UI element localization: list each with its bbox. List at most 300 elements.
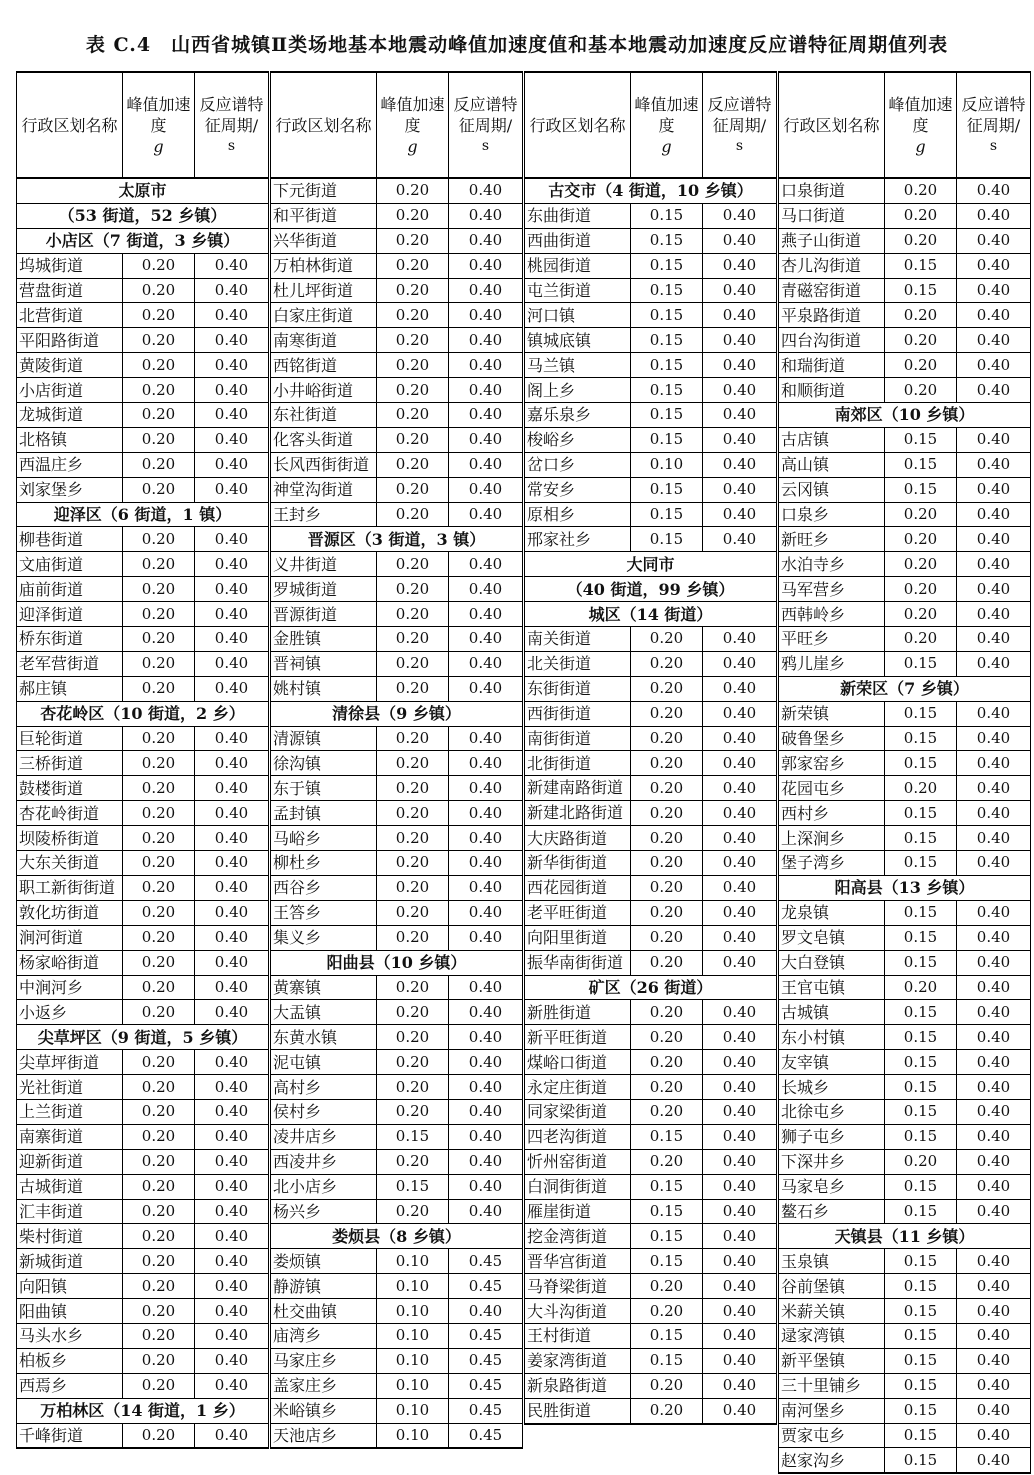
period-value: 0.40	[957, 378, 1031, 403]
area-name: 孟封镇	[271, 801, 377, 826]
area-name: 贾家屯乡	[779, 1423, 885, 1448]
pga-value: 0.20	[631, 1149, 703, 1174]
area-name: 三桥街道	[17, 751, 123, 776]
pga-value: 0.20	[631, 925, 703, 950]
period-value: 0.40	[703, 1299, 777, 1324]
pga-value: 0.15	[631, 253, 703, 278]
pga-value: 0.20	[123, 328, 195, 353]
pga-value: 0.20	[123, 925, 195, 950]
pga-value: 0.20	[885, 178, 957, 203]
table-row	[17, 1124, 269, 1149]
period-value: 0.40	[703, 1348, 777, 1373]
period-value: 0.40	[195, 1274, 269, 1299]
area-name: 老平旺街道	[525, 900, 631, 925]
table-row	[525, 627, 777, 652]
table-row	[779, 1124, 1031, 1149]
header-period-label: 反应谱特征周期/	[453, 94, 518, 135]
section-title: 太原市	[17, 178, 269, 203]
area-name: 凌井店乡	[271, 1124, 377, 1149]
area-name: 西花园街道	[525, 875, 631, 900]
pga-value: 0.15	[631, 1199, 703, 1224]
pga-value: 0.20	[885, 502, 957, 527]
period-value: 0.40	[195, 527, 269, 552]
pga-value: 0.20	[123, 403, 195, 428]
period-value: 0.40	[195, 925, 269, 950]
area-name: 白洞街街道	[525, 1174, 631, 1199]
table-row	[271, 278, 523, 303]
pga-value: 0.20	[377, 228, 449, 253]
period-value: 0.40	[703, 676, 777, 701]
table-row	[17, 278, 269, 303]
pga-value: 0.20	[377, 278, 449, 303]
area-name: 南寨街道	[17, 1124, 123, 1149]
table-row	[17, 1099, 269, 1124]
table-row	[17, 801, 269, 826]
area-name: 清源镇	[271, 726, 377, 751]
period-value: 0.40	[957, 651, 1031, 676]
area-name: 新泉路街道	[525, 1373, 631, 1398]
area-name: 南街街道	[525, 726, 631, 751]
period-value: 0.40	[957, 751, 1031, 776]
area-name: 柴村街道	[17, 1224, 123, 1249]
data-table-column-4	[778, 71, 1031, 1474]
area-name: 柳杜乡	[271, 851, 377, 876]
table-row	[17, 651, 269, 676]
area-name: 龙泉镇	[779, 900, 885, 925]
area-name: 龙城街道	[17, 403, 123, 428]
pga-value: 0.15	[885, 452, 957, 477]
period-value: 0.40	[449, 1299, 523, 1324]
section-row	[525, 178, 777, 203]
table-row	[779, 1199, 1031, 1224]
period-value: 0.40	[195, 1124, 269, 1149]
area-name: 郭家窑乡	[779, 751, 885, 776]
area-name: 鼓楼街道	[17, 776, 123, 801]
pga-value: 0.10	[377, 1423, 449, 1448]
table-row	[17, 477, 269, 502]
table-row	[271, 328, 523, 353]
section-row	[17, 701, 269, 726]
area-name: 嘉乐泉乡	[525, 403, 631, 428]
table-row	[779, 925, 1031, 950]
table-row	[17, 253, 269, 278]
pga-value: 0.20	[123, 1000, 195, 1025]
period-value: 0.40	[957, 1448, 1031, 1473]
table-row	[525, 1149, 777, 1174]
table-row	[525, 228, 777, 253]
pga-value: 0.20	[123, 1124, 195, 1149]
period-value: 0.40	[449, 751, 523, 776]
area-name: 娄烦镇	[271, 1249, 377, 1274]
table-row	[525, 1373, 777, 1398]
period-value: 0.40	[449, 1174, 523, 1199]
table-row	[779, 1249, 1031, 1274]
table-row	[271, 1373, 523, 1398]
area-name: 西凌井乡	[271, 1149, 377, 1174]
table-row	[271, 1149, 523, 1174]
area-name: 晋华宫街道	[525, 1249, 631, 1274]
pga-value: 0.20	[631, 726, 703, 751]
pga-value: 0.20	[631, 1050, 703, 1075]
table-row	[779, 776, 1031, 801]
period-value: 0.40	[195, 801, 269, 826]
area-name: 谷前堡镇	[779, 1274, 885, 1299]
area-name: 北营街道	[17, 303, 123, 328]
period-value: 0.40	[703, 1124, 777, 1149]
period-value: 0.40	[703, 726, 777, 751]
table-row	[271, 1000, 523, 1025]
pga-value: 0.15	[631, 203, 703, 228]
period-value: 0.40	[195, 477, 269, 502]
area-name: 民胜街道	[525, 1398, 631, 1423]
area-name: 刘家堡乡	[17, 477, 123, 502]
area-name: 杜儿坪街道	[271, 278, 377, 303]
pga-value: 0.15	[631, 502, 703, 527]
period-value: 0.40	[957, 801, 1031, 826]
period-value: 0.40	[449, 1000, 523, 1025]
table-row	[525, 1000, 777, 1025]
area-name: 新华街街道	[525, 851, 631, 876]
area-name: 姜家湾街道	[525, 1348, 631, 1373]
table-row	[525, 1075, 777, 1100]
period-value: 0.40	[449, 253, 523, 278]
period-value: 0.40	[703, 851, 777, 876]
pga-value: 0.20	[123, 1149, 195, 1174]
pga-value: 0.15	[885, 826, 957, 851]
area-name: 天池店乡	[271, 1423, 377, 1448]
header-pga	[885, 72, 957, 178]
section-title: 晋源区（3 街道，3 镇）	[271, 527, 523, 552]
pga-value: 0.10	[377, 1398, 449, 1423]
table-row	[779, 826, 1031, 851]
area-name: 镇城底镇	[525, 328, 631, 353]
header-name: 行政区划名称	[525, 72, 631, 178]
period-value: 0.40	[449, 1075, 523, 1100]
area-name: 四老沟街道	[525, 1124, 631, 1149]
pga-value: 0.20	[631, 627, 703, 652]
section-row	[271, 950, 523, 975]
area-name: 煤峪口街道	[525, 1050, 631, 1075]
area-name: 汇丰街道	[17, 1199, 123, 1224]
page-title: 表 C.4 山西省城镇Ⅱ类场地基本地震动峰值加速度值和基本地震动加速度反应谱特征周期值列表	[85, 34, 949, 56]
area-name: 大东关街道	[17, 851, 123, 876]
table-row	[779, 527, 1031, 552]
pga-value: 0.20	[631, 751, 703, 776]
section-row	[525, 975, 777, 1000]
table-row	[271, 627, 523, 652]
area-name: 新胜街道	[525, 1000, 631, 1025]
pga-value: 0.20	[377, 577, 449, 602]
pga-value: 0.20	[123, 875, 195, 900]
pga-value: 0.20	[123, 1348, 195, 1373]
table-row	[271, 1323, 523, 1348]
header-period-label: 反应谱特征周期/	[199, 94, 264, 135]
header-period-unit: s	[227, 137, 236, 154]
pga-value: 0.15	[631, 427, 703, 452]
period-value: 0.40	[449, 278, 523, 303]
pga-value: 0.20	[123, 1199, 195, 1224]
period-value: 0.40	[703, 1398, 777, 1423]
header-period-label: 反应谱特征周期/	[707, 94, 772, 135]
period-value: 0.40	[449, 676, 523, 701]
pga-value: 0.20	[377, 826, 449, 851]
pga-value: 0.20	[377, 427, 449, 452]
pga-value: 0.20	[123, 452, 195, 477]
period-value: 0.45	[449, 1423, 523, 1448]
period-value: 0.40	[957, 527, 1031, 552]
table-row	[17, 527, 269, 552]
pga-value: 0.20	[377, 751, 449, 776]
period-value: 0.40	[449, 851, 523, 876]
area-name: 马兰镇	[525, 353, 631, 378]
pga-value: 0.20	[377, 378, 449, 403]
period-value: 0.40	[957, 1274, 1031, 1299]
pga-value: 0.20	[123, 851, 195, 876]
area-name: 西村乡	[779, 801, 885, 826]
period-value: 0.40	[195, 875, 269, 900]
table-row	[779, 1323, 1031, 1348]
section-row	[17, 178, 269, 203]
period-value: 0.40	[195, 1373, 269, 1398]
period-value: 0.40	[957, 1025, 1031, 1050]
area-name: 振华南街街道	[525, 950, 631, 975]
table-row	[525, 203, 777, 228]
period-value: 0.40	[957, 701, 1031, 726]
table-row	[779, 1373, 1031, 1398]
area-name: 狮子屯乡	[779, 1124, 885, 1149]
area-name: 口泉街道	[779, 178, 885, 203]
table-row	[779, 627, 1031, 652]
period-value: 0.40	[957, 552, 1031, 577]
table-row	[525, 826, 777, 851]
period-value: 0.40	[703, 776, 777, 801]
table-row	[525, 651, 777, 676]
table-row	[17, 303, 269, 328]
period-value: 0.40	[195, 1224, 269, 1249]
pga-value: 0.20	[123, 676, 195, 701]
period-value: 0.40	[703, 1199, 777, 1224]
period-value: 0.40	[703, 477, 777, 502]
period-value: 0.40	[703, 627, 777, 652]
period-value: 0.40	[703, 1025, 777, 1050]
area-name: 和平街道	[271, 203, 377, 228]
pga-value: 0.20	[123, 577, 195, 602]
pga-value: 0.20	[123, 1050, 195, 1075]
pga-value: 0.15	[885, 278, 957, 303]
area-name: 坝陵桥街道	[17, 826, 123, 851]
pga-value: 0.20	[631, 1274, 703, 1299]
pga-value: 0.20	[123, 1274, 195, 1299]
period-value: 0.45	[449, 1274, 523, 1299]
pga-value: 0.15	[885, 701, 957, 726]
pga-value: 0.20	[377, 1050, 449, 1075]
pga-value: 0.15	[885, 950, 957, 975]
period-value: 0.40	[957, 278, 1031, 303]
area-name: 口泉乡	[779, 502, 885, 527]
table-row	[779, 353, 1031, 378]
table-row	[525, 851, 777, 876]
period-value: 0.40	[195, 950, 269, 975]
section-title: 天镇县（11 乡镇）	[779, 1224, 1031, 1249]
period-value: 0.40	[195, 552, 269, 577]
period-value: 0.40	[957, 1373, 1031, 1398]
pga-value: 0.20	[123, 303, 195, 328]
table-row	[17, 776, 269, 801]
area-name: 桥东街道	[17, 627, 123, 652]
area-name: 尖草坪街道	[17, 1050, 123, 1075]
pga-value: 0.20	[123, 627, 195, 652]
table-row	[525, 477, 777, 502]
area-name: 坞城街道	[17, 253, 123, 278]
period-value: 0.40	[195, 751, 269, 776]
table-row	[779, 900, 1031, 925]
area-name: 黄寨镇	[271, 975, 377, 1000]
header-pga-unit: g	[661, 136, 672, 156]
section-row	[779, 676, 1031, 701]
area-name: 花园屯乡	[779, 776, 885, 801]
pga-value: 0.20	[377, 975, 449, 1000]
pga-value: 0.20	[631, 1000, 703, 1025]
period-value: 0.40	[703, 1323, 777, 1348]
period-value: 0.40	[957, 1124, 1031, 1149]
pga-value: 0.20	[631, 1398, 703, 1423]
section-row	[271, 701, 523, 726]
period-value: 0.40	[703, 1174, 777, 1199]
period-value: 0.40	[195, 1000, 269, 1025]
table-row	[17, 552, 269, 577]
area-name: 古城镇	[779, 1000, 885, 1025]
header-period	[195, 72, 269, 178]
pga-value: 0.20	[123, 1373, 195, 1398]
pga-value: 0.20	[631, 651, 703, 676]
data-table-column-2	[270, 71, 523, 1449]
pga-value: 0.20	[123, 751, 195, 776]
pga-value: 0.20	[377, 726, 449, 751]
table-row	[525, 1299, 777, 1324]
area-name: 西韩岭乡	[779, 602, 885, 627]
pga-value: 0.20	[377, 1199, 449, 1224]
pga-value: 0.20	[377, 403, 449, 428]
period-value: 0.40	[703, 826, 777, 851]
area-name: 中涧河乡	[17, 975, 123, 1000]
section-title: 城区（14 街道）	[525, 602, 777, 627]
pga-value: 0.20	[885, 328, 957, 353]
pga-value: 0.20	[377, 602, 449, 627]
table-row	[271, 776, 523, 801]
period-value: 0.40	[195, 1199, 269, 1224]
period-value: 0.40	[195, 602, 269, 627]
table-row	[525, 1025, 777, 1050]
pga-value: 0.15	[631, 1124, 703, 1149]
pga-value: 0.15	[885, 427, 957, 452]
area-name: 新荣镇	[779, 701, 885, 726]
period-value: 0.40	[703, 1075, 777, 1100]
pga-value: 0.15	[631, 328, 703, 353]
table-row	[525, 378, 777, 403]
table-row	[779, 427, 1031, 452]
period-value: 0.40	[957, 1299, 1031, 1324]
section-row	[17, 502, 269, 527]
pga-value: 0.20	[123, 1224, 195, 1249]
period-value: 0.40	[703, 701, 777, 726]
period-value: 0.40	[449, 651, 523, 676]
table-row	[17, 1050, 269, 1075]
period-value: 0.40	[703, 328, 777, 353]
table-row	[779, 1025, 1031, 1050]
table-row	[525, 1323, 777, 1348]
section-title: 大同市	[525, 552, 777, 577]
pga-value: 0.20	[631, 701, 703, 726]
table-header-row	[17, 72, 269, 178]
table-row	[271, 378, 523, 403]
area-name: 向阳镇	[17, 1274, 123, 1299]
table-row	[17, 851, 269, 876]
pga-value: 0.20	[123, 900, 195, 925]
area-name: 西曲街道	[525, 228, 631, 253]
pga-value: 0.15	[885, 1299, 957, 1324]
pga-value: 0.20	[123, 427, 195, 452]
area-name: 东于镇	[271, 776, 377, 801]
section-title: 尖草坪区（9 街道，5 乡镇）	[17, 1025, 269, 1050]
period-value: 0.40	[703, 801, 777, 826]
table-row	[525, 527, 777, 552]
table-row	[271, 1299, 523, 1324]
section-title: 万柏林区（14 街道，1 乡）	[17, 1398, 269, 1423]
period-value: 0.40	[703, 925, 777, 950]
area-name: 小返乡	[17, 1000, 123, 1025]
period-value: 0.40	[449, 427, 523, 452]
period-value: 0.40	[449, 1199, 523, 1224]
table-row	[17, 1199, 269, 1224]
pga-value: 0.20	[631, 826, 703, 851]
period-value: 0.40	[195, 1423, 269, 1448]
period-value: 0.40	[703, 875, 777, 900]
period-value: 0.40	[957, 925, 1031, 950]
table-row	[779, 502, 1031, 527]
table-row	[525, 1249, 777, 1274]
area-name: 杨兴乡	[271, 1199, 377, 1224]
area-name: 常安乡	[525, 477, 631, 502]
period-value: 0.40	[703, 278, 777, 303]
section-title: 迎泽区（6 街道，1 镇）	[17, 502, 269, 527]
area-name: 挖金湾街道	[525, 1224, 631, 1249]
table-row	[17, 1299, 269, 1324]
period-value: 0.40	[195, 253, 269, 278]
pga-value: 0.15	[885, 1249, 957, 1274]
pga-value: 0.20	[377, 801, 449, 826]
pga-value: 0.15	[885, 1348, 957, 1373]
table-row	[271, 1199, 523, 1224]
period-value: 0.40	[195, 726, 269, 751]
area-name: 上兰街道	[17, 1099, 123, 1124]
period-value: 0.40	[957, 303, 1031, 328]
area-name: 西铭街道	[271, 353, 377, 378]
table-row	[271, 1075, 523, 1100]
area-name: 三十里铺乡	[779, 1373, 885, 1398]
pga-value: 0.10	[377, 1373, 449, 1398]
pga-value: 0.20	[885, 378, 957, 403]
period-value: 0.40	[195, 452, 269, 477]
pga-value: 0.15	[885, 1025, 957, 1050]
header-period	[957, 72, 1031, 178]
area-name: 千峰街道	[17, 1423, 123, 1448]
area-name: 罗城街道	[271, 577, 377, 602]
pga-value: 0.20	[377, 1099, 449, 1124]
period-value: 0.40	[195, 975, 269, 1000]
table-row	[17, 353, 269, 378]
period-value: 0.40	[195, 1075, 269, 1100]
pga-value: 0.15	[631, 1224, 703, 1249]
